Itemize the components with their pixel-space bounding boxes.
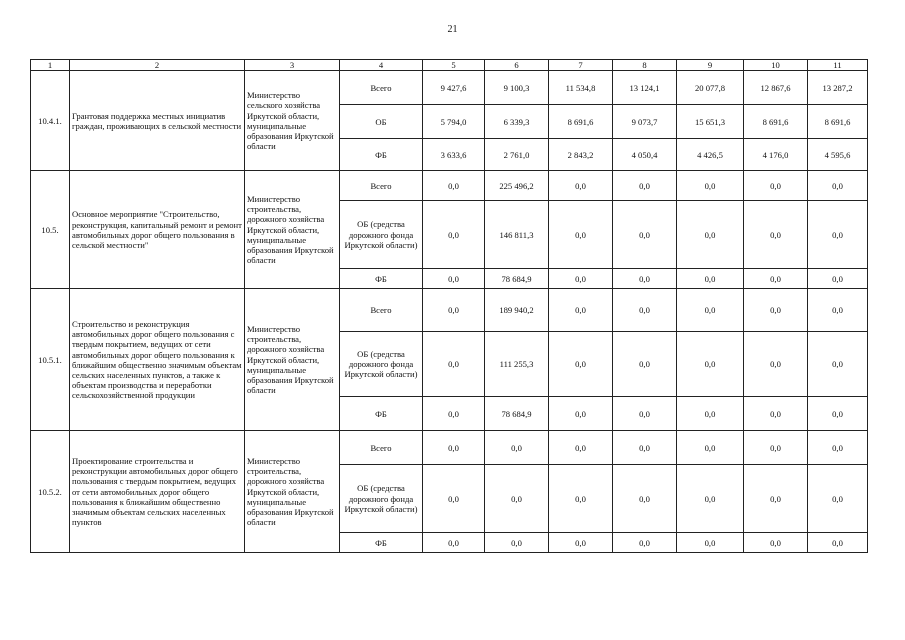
funding-value: 5 794,0	[423, 105, 485, 139]
funding-value: 0,0	[744, 201, 808, 269]
funding-value: 0,0	[613, 533, 677, 553]
row-measure-name: Основное мероприятие "Строительство, реконструкция, капитальный ремонт и ремонт автомобильных дорог общего пользования в сельской местности"	[70, 171, 245, 289]
funding-value: 0,0	[485, 533, 549, 553]
funding-value: 189 940,2	[485, 289, 549, 332]
funding-value: 0,0	[677, 465, 744, 533]
funding-value: 9 073,7	[613, 105, 677, 139]
funding-source: ОБ (средства дорожного фонда Иркутской области)	[340, 201, 423, 269]
table-body	[31, 60, 868, 553]
funding-value: 0,0	[744, 289, 808, 332]
row-responsible: Министерство сельского хозяйства Иркутской области, муниципальные образования Иркутской области	[245, 71, 340, 171]
row-code: 10.5.	[31, 171, 70, 289]
funding-value: 78 684,9	[485, 269, 549, 289]
row-measure-name: Грантовая поддержка местных инициатив граждан, проживающих в сельской местности	[70, 71, 245, 171]
row-responsible: Министерство строительства, дорожного хозяйства Иркутской области, муниципальные образования Иркутской области	[245, 431, 340, 553]
funding-source: ОБ	[340, 105, 423, 139]
row-code: 10.5.2.	[31, 431, 70, 553]
funding-value: 0,0	[808, 332, 868, 397]
funding-value: 0,0	[677, 431, 744, 465]
column-number-7: 7	[549, 60, 613, 71]
funding-value: 0,0	[423, 465, 485, 533]
funding-value: 0,0	[549, 332, 613, 397]
funding-value: 0,0	[485, 431, 549, 465]
funding-value: 0,0	[808, 431, 868, 465]
funding-value: 9 427,6	[423, 71, 485, 105]
column-number-2: 2	[70, 60, 245, 71]
funding-value: 0,0	[808, 533, 868, 553]
funding-value: 2 843,2	[549, 139, 613, 171]
funding-value: 0,0	[808, 201, 868, 269]
table-row	[31, 289, 868, 332]
funding-value: 0,0	[549, 397, 613, 431]
funding-value: 13 124,1	[613, 71, 677, 105]
row-measure-name: Строительство и реконструкция автомобильных дорог общего пользования с твердым покрытием, ведущих от сети автомобильных дорог общего пользования к ближайшим общественно значимым объектам сельских населенных пунктов, а также к объектам производства и переработки сельскохозяйственной продукции	[70, 289, 245, 431]
funding-value: 11 534,8	[549, 71, 613, 105]
funding-value: 4 176,0	[744, 139, 808, 171]
funding-value: 0,0	[613, 171, 677, 201]
funding-value: 3 633,6	[423, 139, 485, 171]
funding-source: Всего	[340, 171, 423, 201]
funding-value: 0,0	[423, 201, 485, 269]
funding-value: 4 050,4	[613, 139, 677, 171]
funding-value: 6 339,3	[485, 105, 549, 139]
funding-value: 0,0	[549, 269, 613, 289]
funding-value: 0,0	[744, 465, 808, 533]
column-number-3: 3	[245, 60, 340, 71]
funding-source: ОБ (средства дорожного фонда Иркутской области)	[340, 465, 423, 533]
funding-value: 0,0	[613, 289, 677, 332]
funding-value: 8 691,6	[549, 105, 613, 139]
row-responsible: Министерство строительства, дорожного хозяйства Иркутской области, муниципальные образования Иркутской области	[245, 171, 340, 289]
funding-value: 4 595,6	[808, 139, 868, 171]
funding-value: 13 287,2	[808, 71, 868, 105]
funding-value: 0,0	[744, 431, 808, 465]
row-measure-name: Проектирование строительства и реконструкции автомобильных дорог общего пользования с твердым покрытием, ведущих от сети автомобильных дорог общего пользования к ближайшим общественно значимым объектам сельских населенных пунктов	[70, 431, 245, 553]
funding-value: 0,0	[677, 269, 744, 289]
funding-value: 0,0	[808, 289, 868, 332]
funding-value: 0,0	[808, 397, 868, 431]
funding-value: 0,0	[744, 397, 808, 431]
funding-value: 0,0	[549, 171, 613, 201]
funding-value: 0,0	[744, 269, 808, 289]
row-code: 10.5.1.	[31, 289, 70, 431]
funding-value: 111 255,3	[485, 332, 549, 397]
column-number-11: 11	[808, 60, 868, 71]
funding-value: 0,0	[549, 201, 613, 269]
column-number-row	[31, 60, 868, 71]
funding-value: 20 077,8	[677, 71, 744, 105]
funding-value: 0,0	[677, 201, 744, 269]
funding-value: 4 426,5	[677, 139, 744, 171]
column-number-10: 10	[744, 60, 808, 71]
funding-value: 9 100,3	[485, 71, 549, 105]
funding-value: 225 496,2	[485, 171, 549, 201]
funding-value: 0,0	[808, 171, 868, 201]
funding-value: 0,0	[677, 397, 744, 431]
funding-value: 0,0	[423, 171, 485, 201]
funding-value: 0,0	[423, 431, 485, 465]
table-row	[31, 171, 868, 201]
funding-value: 15 651,3	[677, 105, 744, 139]
funding-value: 0,0	[613, 269, 677, 289]
funding-value: 0,0	[744, 332, 808, 397]
funding-value: 0,0	[423, 332, 485, 397]
funding-value: 8 691,6	[744, 105, 808, 139]
funding-value: 0,0	[677, 171, 744, 201]
funding-value: 8 691,6	[808, 105, 868, 139]
column-number-8: 8	[613, 60, 677, 71]
funding-value: 0,0	[808, 465, 868, 533]
table-row	[31, 431, 868, 465]
funding-value: 0,0	[423, 289, 485, 332]
funding-value: 0,0	[549, 533, 613, 553]
column-number-6: 6	[485, 60, 549, 71]
funding-value: 0,0	[677, 533, 744, 553]
page-number: 21	[447, 24, 458, 35]
funding-value: 0,0	[549, 431, 613, 465]
funding-source: ФБ	[340, 397, 423, 431]
funding-value: 78 684,9	[485, 397, 549, 431]
funding-value: 0,0	[549, 289, 613, 332]
funding-value: 146 811,3	[485, 201, 549, 269]
column-number-5: 5	[423, 60, 485, 71]
funding-value: 0,0	[613, 397, 677, 431]
funding-source: ФБ	[340, 139, 423, 171]
funding-value: 0,0	[677, 289, 744, 332]
funding-value: 0,0	[423, 533, 485, 553]
funding-source: ФБ	[340, 269, 423, 289]
funding-value: 0,0	[423, 269, 485, 289]
funding-value: 0,0	[613, 332, 677, 397]
funding-value: 0,0	[423, 397, 485, 431]
column-number-4: 4	[340, 60, 423, 71]
row-code: 10.4.1.	[31, 71, 70, 171]
funding-value: 0,0	[485, 465, 549, 533]
funding-source: ОБ (средства дорожного фонда Иркутской области)	[340, 332, 423, 397]
funding-value: 0,0	[613, 201, 677, 269]
funding-value: 0,0	[677, 332, 744, 397]
column-number-1: 1	[31, 60, 70, 71]
funding-value: 0,0	[744, 171, 808, 201]
table-row	[31, 71, 868, 105]
funding-source: Всего	[340, 71, 423, 105]
funding-value: 12 867,6	[744, 71, 808, 105]
funding-value: 2 761,0	[485, 139, 549, 171]
row-responsible: Министерство строительства, дорожного хозяйства Иркутской области, муниципальные образования Иркутской области	[245, 289, 340, 431]
column-number-9: 9	[677, 60, 744, 71]
funding-value: 0,0	[613, 431, 677, 465]
funding-source: ФБ	[340, 533, 423, 553]
funding-value: 0,0	[808, 269, 868, 289]
funding-value: 0,0	[744, 533, 808, 553]
funding-source: Всего	[340, 431, 423, 465]
funding-value: 0,0	[549, 465, 613, 533]
funding-source: Всего	[340, 289, 423, 332]
funding-value: 0,0	[613, 465, 677, 533]
budget-table	[30, 59, 868, 553]
